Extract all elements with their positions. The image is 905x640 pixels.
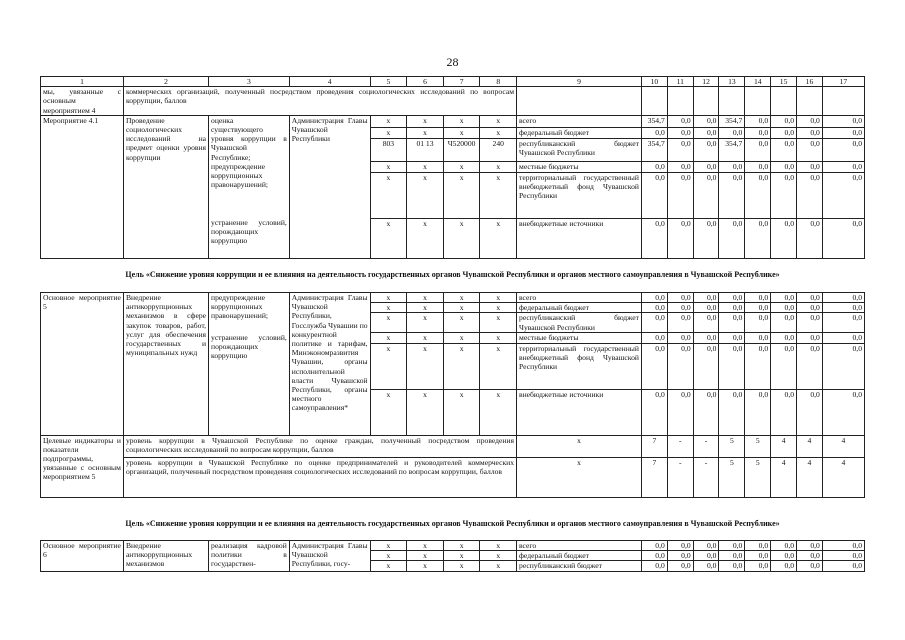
funding-value: 354,7 <box>641 139 667 162</box>
funding-value: 0,0 <box>822 333 864 343</box>
expense-type-code: x <box>480 541 517 551</box>
target-article-code: x <box>443 162 480 172</box>
column-number-11: 11 <box>667 77 693 87</box>
funding-value: 0,0 <box>745 541 771 551</box>
target-article-code: x <box>443 115 480 127</box>
funding-value: 0,0 <box>745 172 771 218</box>
funding-value: 0,0 <box>641 127 667 139</box>
grbs-code: x <box>370 561 407 571</box>
funding-value: 0,0 <box>693 389 719 435</box>
page-number: 28 <box>446 55 459 69</box>
continuation-row <box>41 87 865 116</box>
section-code: x <box>407 218 444 258</box>
funding-value: 0,0 <box>641 561 667 571</box>
target-indicator-value: 4 <box>822 435 864 457</box>
funding-value: 0,0 <box>822 303 864 313</box>
funding-value: 0,0 <box>745 218 771 258</box>
funding-value: 0,0 <box>641 313 667 333</box>
expected-result: оценка существующего уровня коррупции в Чувашской Республике; <box>209 115 290 162</box>
funding-value: 0,0 <box>771 343 797 389</box>
measure-name: Внедрение антикоррупционных механизмов <box>123 541 208 572</box>
column-number-17: 17 <box>822 77 864 87</box>
funding-source: территориальный государственный внебюджетный фонд Чувашской Республики <box>517 343 642 389</box>
funding-value: 0,0 <box>667 139 693 162</box>
grbs-code: x <box>370 115 407 127</box>
funding-value: 0,0 <box>797 551 823 561</box>
grbs-code: x <box>370 541 407 551</box>
expense-type-code: x <box>480 343 517 389</box>
grbs-code: x <box>370 162 407 172</box>
target-indicator-value: - <box>693 457 719 497</box>
funding-value: 0,0 <box>719 293 745 303</box>
funding-value: 0,0 <box>797 389 823 435</box>
target-indicator-mark: x <box>517 435 642 457</box>
funding-value: 0,0 <box>771 127 797 139</box>
funding-value: 0,0 <box>797 303 823 313</box>
target-indicator-value: 5 <box>745 435 771 457</box>
funding-value: 0,0 <box>822 313 864 333</box>
column-number-row <box>41 77 865 87</box>
funding-value: 0,0 <box>641 293 667 303</box>
expense-type-code: x <box>480 551 517 561</box>
expense-type-code: x <box>480 333 517 343</box>
funding-value: 0,0 <box>822 115 864 127</box>
grbs-code: x <box>370 313 407 333</box>
target-indicator-text: уровень коррупции в Чувашской Республике по оценке предпринимателей и руководителей коммерческих организаций, полученный посредством проведения социологических исследований по вопросам коррупции, баллов <box>123 457 516 497</box>
target-indicator-text: уровень коррупции в Чувашской Республике по оценке граждан, полученный посредством проведения социологических исследований по вопросам коррупции, баллов <box>123 435 516 457</box>
funding-value: 0,0 <box>667 162 693 172</box>
expected-result: реализация кадровой политики в государствен- <box>209 541 290 572</box>
target-indicators-block <box>41 435 865 497</box>
funding-value: 0,0 <box>797 313 823 333</box>
expected-result: устранение условий, порождающих коррупцию <box>209 333 290 435</box>
funding-value: 0,0 <box>745 162 771 172</box>
funding-value: 0,0 <box>641 162 667 172</box>
funding-value: 0,0 <box>771 172 797 218</box>
program-table-part-1 <box>40 76 865 259</box>
section-code: x <box>407 313 444 333</box>
continuation-label: мы, увязанные с основным мероприятием 4 <box>41 87 124 116</box>
funding-value: 0,0 <box>719 303 745 313</box>
funding-value: 0,0 <box>693 218 719 258</box>
funding-value: 0,0 <box>797 561 823 571</box>
funding-value: 0,0 <box>771 162 797 172</box>
column-number-7: 7 <box>443 77 480 87</box>
funding-value: 0,0 <box>693 541 719 551</box>
funding-value: 0,0 <box>797 541 823 551</box>
funding-value: 0,0 <box>641 303 667 313</box>
measure-6-block <box>41 541 865 572</box>
funding-value: 0,0 <box>797 127 823 139</box>
funding-source: всего <box>517 293 642 303</box>
funding-value: 0,0 <box>693 139 719 162</box>
funding-source: местные бюджеты <box>517 333 642 343</box>
funding-value: 0,0 <box>667 333 693 343</box>
funding-value: 0,0 <box>745 313 771 333</box>
funding-value: 0,0 <box>641 541 667 551</box>
expected-result: предупреждение коррупционных правонарушений; <box>209 293 290 333</box>
funding-value: 0,0 <box>797 162 823 172</box>
funding-value: 0,0 <box>822 127 864 139</box>
funding-value: 0,0 <box>771 139 797 162</box>
target-article-code: x <box>443 303 480 313</box>
target-indicator-value: 4 <box>797 457 823 497</box>
target-indicator-value: - <box>693 435 719 457</box>
program-table-part-3 <box>40 540 865 572</box>
section-code: x <box>407 343 444 389</box>
column-number-5: 5 <box>370 77 407 87</box>
grbs-code: x <box>370 303 407 313</box>
funding-value: 0,0 <box>822 172 864 218</box>
funding-value: 0,0 <box>771 303 797 313</box>
target-article-code: x <box>443 389 480 435</box>
section-code: x <box>407 162 444 172</box>
continuation-indicator: коммерческих организаций, полученный посредством проведения социологических исследований по вопросам коррупции, баллов <box>123 87 516 116</box>
grbs-code: x <box>370 218 407 258</box>
column-number-10: 10 <box>641 77 667 87</box>
target-indicator-value: 5 <box>719 457 745 497</box>
column-number-15: 15 <box>771 77 797 87</box>
target-article-code: Ч520000 <box>443 139 480 162</box>
target-indicator-value: 7 <box>641 457 667 497</box>
target-article-code: x <box>443 551 480 561</box>
funding-value: 0,0 <box>693 162 719 172</box>
funding-value: 0,0 <box>822 293 864 303</box>
funding-value: 0,0 <box>822 551 864 561</box>
funding-value: 0,0 <box>797 343 823 389</box>
funding-value: 0,0 <box>719 561 745 571</box>
measure-name: Внедрение антикоррупционных механизмов в сфере закупок товаров, работ, услуг для обеспечения государственных и муниципальных нужд <box>123 293 208 436</box>
column-number-1: 1 <box>41 77 124 87</box>
section-code: x <box>407 333 444 343</box>
grbs-code: x <box>370 127 407 139</box>
funding-value: 0,0 <box>667 561 693 571</box>
grbs-code: x <box>370 343 407 389</box>
column-number-16: 16 <box>797 77 823 87</box>
expense-type-code: x <box>480 127 517 139</box>
funding-value: 0,0 <box>693 561 719 571</box>
funding-value: 0,0 <box>797 115 823 127</box>
funding-source: всего <box>517 115 642 127</box>
funding-value: 0,0 <box>693 127 719 139</box>
funding-value: 0,0 <box>771 293 797 303</box>
section-code: x <box>407 303 444 313</box>
measure-title: Основное мероприятие 6 <box>41 541 124 572</box>
target-article-code: x <box>443 561 480 571</box>
expense-type-code: x <box>480 303 517 313</box>
target-indicator-value: 4 <box>822 457 864 497</box>
funding-row <box>41 293 865 303</box>
funding-value: 0,0 <box>693 303 719 313</box>
funding-value: 0,0 <box>797 172 823 218</box>
funding-value: 0,0 <box>719 127 745 139</box>
funding-value: 0,0 <box>641 333 667 343</box>
target-article-code: x <box>443 172 480 218</box>
column-number-9: 9 <box>517 77 642 87</box>
column-number-8: 8 <box>480 77 517 87</box>
expected-result: предупреждение коррупционных правонарушений; <box>209 162 290 218</box>
funding-value: 0,0 <box>667 343 693 389</box>
funding-value: 0,0 <box>719 343 745 389</box>
column-number-2: 2 <box>123 77 208 87</box>
funding-source: территориальный государственный внебюджетный фонд Чувашской Республики <box>517 172 642 218</box>
funding-value: 0,0 <box>771 313 797 333</box>
target-article-code: x <box>443 293 480 303</box>
expense-type-code: x <box>480 218 517 258</box>
funding-value: 0,0 <box>667 115 693 127</box>
funding-value: 0,0 <box>693 293 719 303</box>
funding-value: 0,0 <box>822 389 864 435</box>
expense-type-code: x <box>480 172 517 218</box>
funding-source: республиканский бюджет Чувашской Республики <box>517 139 642 162</box>
expected-result: устранение условий, порождающих коррупцию <box>209 218 290 258</box>
program-table-part-2 <box>40 292 865 498</box>
funding-value: 354,7 <box>719 115 745 127</box>
section-code: x <box>407 127 444 139</box>
funding-value: 0,0 <box>745 115 771 127</box>
target-indicators-label: Целевые индикаторы и показатели подпрограммы, увязанные с основным мероприятием 5 <box>41 435 124 497</box>
funding-value: 0,0 <box>745 303 771 313</box>
expense-type-code: x <box>480 162 517 172</box>
target-article-code: x <box>443 541 480 551</box>
funding-value: 0,0 <box>667 218 693 258</box>
funding-value: 0,0 <box>667 389 693 435</box>
funding-source: федеральный бюджет <box>517 127 642 139</box>
funding-value: 0,0 <box>719 162 745 172</box>
funding-value: 0,0 <box>641 343 667 389</box>
column-number-6: 6 <box>407 77 444 87</box>
column-number-14: 14 <box>745 77 771 87</box>
measure-5-block <box>41 293 865 436</box>
funding-value: 0,0 <box>822 139 864 162</box>
target-indicator-row <box>41 435 865 457</box>
target-indicator-value: 4 <box>771 435 797 457</box>
target-indicator-value: - <box>667 435 693 457</box>
measure-4-1-block <box>41 115 865 258</box>
funding-value: 0,0 <box>771 561 797 571</box>
funding-value: 0,0 <box>771 115 797 127</box>
expense-type-code: 240 <box>480 139 517 162</box>
funding-value: 0,0 <box>745 333 771 343</box>
funding-value: 0,0 <box>745 293 771 303</box>
funding-value: 0,0 <box>771 218 797 258</box>
funding-value: 0,0 <box>693 551 719 561</box>
funding-source: республиканский бюджет Чувашской Республики <box>517 313 642 333</box>
expense-type-code: x <box>480 313 517 333</box>
funding-source: внебюджетные источники <box>517 389 642 435</box>
funding-value: 0,0 <box>797 333 823 343</box>
grbs-code: 803 <box>370 139 407 162</box>
funding-value: 0,0 <box>667 313 693 333</box>
funding-value: 0,0 <box>797 218 823 258</box>
funding-value: 354,7 <box>719 139 745 162</box>
funding-value: 0,0 <box>693 172 719 218</box>
funding-source: республиканский бюджет <box>517 561 642 571</box>
funding-value: 0,0 <box>719 389 745 435</box>
section-code: x <box>407 115 444 127</box>
expense-type-code: x <box>480 561 517 571</box>
measure-title: Основное мероприятие 5 <box>41 293 124 436</box>
funding-value: 0,0 <box>745 139 771 162</box>
goal-heading-2: Цель «Снижение уровня коррупции и ее влияния на деятельность государственных органов Чувашской Республики и органов местного самоуправления в Чувашской Республике» <box>125 519 780 528</box>
grbs-code: x <box>370 172 407 218</box>
funding-source: местные бюджеты <box>517 162 642 172</box>
funding-value: 0,0 <box>667 293 693 303</box>
funding-value: 0,0 <box>771 389 797 435</box>
funding-row <box>41 541 865 551</box>
target-indicator-value: 7 <box>641 435 667 457</box>
funding-value: 0,0 <box>771 551 797 561</box>
section-code: x <box>407 389 444 435</box>
target-indicator-mark: x <box>517 457 642 497</box>
measure-name: Проведение социологических исследований на предмет оценки уровня коррупции <box>123 115 208 258</box>
section-code: x <box>407 172 444 218</box>
column-number-12: 12 <box>693 77 719 87</box>
funding-value: 0,0 <box>822 561 864 571</box>
funding-value: 0,0 <box>771 541 797 551</box>
funding-value: 0,0 <box>693 313 719 333</box>
measure-title: Мероприятие 4.1 <box>41 115 124 258</box>
responsible-executor: Администрация Главы Чувашской Республики, Госслужба Чувашии по конкурентной политике и тарифам, Минэкономразвития Чувашии, органы исполнительной власти Чувашской Республики, органы местного самоуправления* <box>289 293 370 436</box>
funding-source: федеральный бюджет <box>517 303 642 313</box>
section-code: x <box>407 561 444 571</box>
funding-value: 0,0 <box>797 139 823 162</box>
section-code: x <box>407 541 444 551</box>
expense-type-code: x <box>480 115 517 127</box>
funding-value: 0,0 <box>745 551 771 561</box>
responsible-executor: Администрация Главы Чувашской Республики <box>289 115 370 258</box>
target-indicator-value: - <box>667 457 693 497</box>
target-article-code: x <box>443 343 480 389</box>
column-number-3: 3 <box>209 77 290 87</box>
funding-value: 0,0 <box>667 127 693 139</box>
expense-type-code: x <box>480 293 517 303</box>
goal-heading-1: Цель «Снижение уровня коррупции и ее влияния на деятельность государственных органов Чувашской Республики и органов местного самоуправления в Чувашской Республике» <box>125 270 780 279</box>
grbs-code: x <box>370 551 407 561</box>
funding-value: 0,0 <box>745 127 771 139</box>
funding-value: 0,0 <box>719 313 745 333</box>
funding-value: 354,7 <box>641 115 667 127</box>
expense-type-code: x <box>480 389 517 435</box>
funding-value: 0,0 <box>745 389 771 435</box>
grbs-code: x <box>370 333 407 343</box>
section-code: 01 13 <box>407 139 444 162</box>
section-code: x <box>407 551 444 561</box>
funding-value: 0,0 <box>641 551 667 561</box>
grbs-code: x <box>370 389 407 435</box>
funding-value: 0,0 <box>745 561 771 571</box>
funding-value: 0,0 <box>822 541 864 551</box>
column-number-4: 4 <box>289 77 370 87</box>
funding-value: 0,0 <box>641 172 667 218</box>
target-indicator-value: 4 <box>771 457 797 497</box>
funding-value: 0,0 <box>771 333 797 343</box>
funding-value: 0,0 <box>667 172 693 218</box>
funding-value: 0,0 <box>693 343 719 389</box>
funding-value: 0,0 <box>667 303 693 313</box>
funding-value: 0,0 <box>667 541 693 551</box>
funding-value: 0,0 <box>719 172 745 218</box>
funding-row <box>41 115 865 127</box>
funding-value: 0,0 <box>719 218 745 258</box>
funding-value: 0,0 <box>797 293 823 303</box>
section-code: x <box>407 293 444 303</box>
funding-value: 0,0 <box>641 389 667 435</box>
funding-source: федеральный бюджет <box>517 551 642 561</box>
funding-source: всего <box>517 541 642 551</box>
funding-value: 0,0 <box>667 551 693 561</box>
target-article-code: x <box>443 313 480 333</box>
funding-value: 0,0 <box>641 218 667 258</box>
funding-value: 0,0 <box>822 218 864 258</box>
funding-value: 0,0 <box>745 343 771 389</box>
funding-source: внебюджетные источники <box>517 218 642 258</box>
target-article-code: x <box>443 127 480 139</box>
target-indicator-value: 5 <box>745 457 771 497</box>
target-indicator-row <box>41 457 865 497</box>
funding-value: 0,0 <box>719 541 745 551</box>
responsible-executor: Администрация Главы Чувашской Республики, госу- <box>289 541 370 572</box>
target-article-code: x <box>443 333 480 343</box>
grbs-code: x <box>370 293 407 303</box>
target-indicator-value: 4 <box>797 435 823 457</box>
target-indicator-value: 5 <box>719 435 745 457</box>
funding-value: 0,0 <box>693 333 719 343</box>
funding-value: 0,0 <box>822 162 864 172</box>
funding-value: 0,0 <box>822 343 864 389</box>
column-number-13: 13 <box>719 77 745 87</box>
funding-value: 0,0 <box>719 551 745 561</box>
funding-value: 0,0 <box>693 115 719 127</box>
target-article-code: x <box>443 218 480 258</box>
funding-value: 0,0 <box>719 333 745 343</box>
